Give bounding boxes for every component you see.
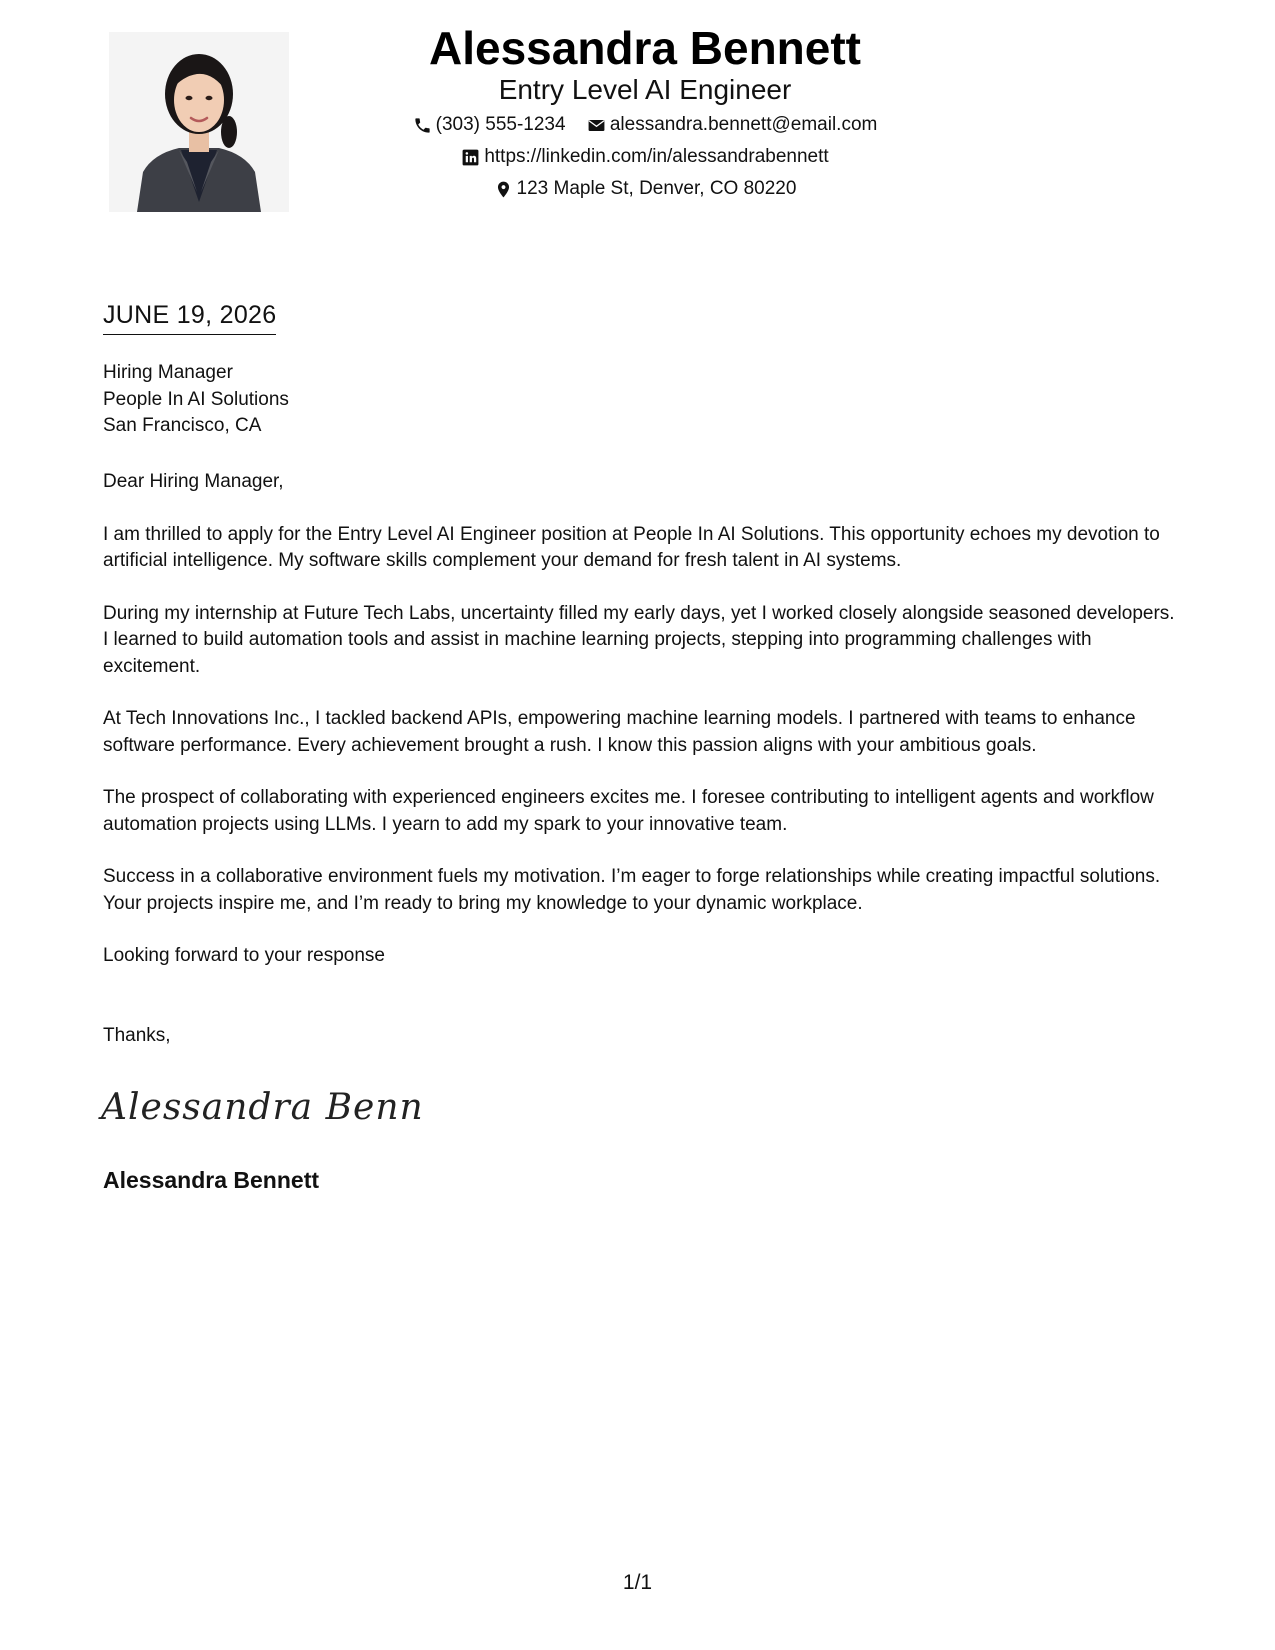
paragraph: Success in a collaborative environment fuels my motivation. I’m eager to forge relationships while creating impactful solutions. Your projects inspire me, and I’m ready to bring my knowledge to your dynamic workplace. bbox=[103, 866, 1161, 914]
contact-row-linkedin bbox=[0, 145, 1275, 174]
paragraph: At Tech Innovations Inc., I tackled backend APIs, empowering machine learning models. I partnered with teams to enhance software performance. Every achievement brought a rush. I know this passion aligns with your ambitious goals. bbox=[103, 708, 1136, 756]
paragraph: Looking forward to your response bbox=[103, 945, 385, 966]
paragraph: The prospect of collaborating with experienced engineers excites me. I foresee contributing to intelligent agents and workflow automation projects using LLMs. I yearn to add my spark to your innovative team. bbox=[103, 787, 1154, 835]
letter-body bbox=[103, 469, 1178, 996]
email-item bbox=[587, 113, 877, 137]
greeting: Dear Hiring Manager, bbox=[103, 471, 284, 492]
paragraph: I am thrilled to apply for the Entry Level AI Engineer position at People In AI Solutions. This opportunity echoes my devotion to artificial intelligence. My software skills complement your demand for fresh talent in AI systems. bbox=[103, 523, 1160, 571]
linkedin-link[interactable]: https://linkedin.com/in/alessandrabennett bbox=[484, 146, 829, 167]
map-marker-icon bbox=[494, 180, 513, 199]
linkedin-item bbox=[461, 145, 828, 169]
recipient-name: Hiring Manager bbox=[103, 362, 233, 383]
handwritten-signature: Alessandra Benn bbox=[101, 1087, 424, 1128]
applicant-name: Alessandra Bennett bbox=[428, 22, 861, 74]
phone-text: (303) 555-1234 bbox=[435, 114, 566, 135]
letter-date: JUNE 19, 2026 bbox=[103, 300, 276, 335]
page-number: 1/1 bbox=[622, 1571, 653, 1594]
recipient-company: People In AI Solutions bbox=[103, 388, 289, 410]
linkedin-icon bbox=[461, 148, 480, 167]
phone-icon bbox=[413, 116, 432, 135]
email-text[interactable]: alessandra.bennett@email.com bbox=[609, 114, 878, 135]
job-title: Entry Level AI Engineer bbox=[498, 74, 792, 105]
contact-row-phone-email bbox=[0, 113, 1275, 142]
envelope-icon bbox=[587, 116, 606, 135]
paragraph: During my internship at Future Tech Labs, uncertainty filled my early days, yet I worked closely alongside seasoned developers. I learned to build automation tools and assist in machine learning projects, stepping into programming challenges with excitement. bbox=[103, 602, 1175, 677]
recipient-location: San Francisco, CA bbox=[103, 415, 262, 436]
phone-item bbox=[413, 113, 566, 137]
closing: Thanks, bbox=[103, 1025, 171, 1046]
recipient-block bbox=[103, 360, 289, 440]
contact-row-address bbox=[0, 177, 1275, 206]
address-text: 123 Maple St, Denver, CO 80220 bbox=[516, 178, 797, 199]
address-item bbox=[494, 177, 797, 201]
signed-name: Alessandra Bennett bbox=[103, 1167, 320, 1193]
